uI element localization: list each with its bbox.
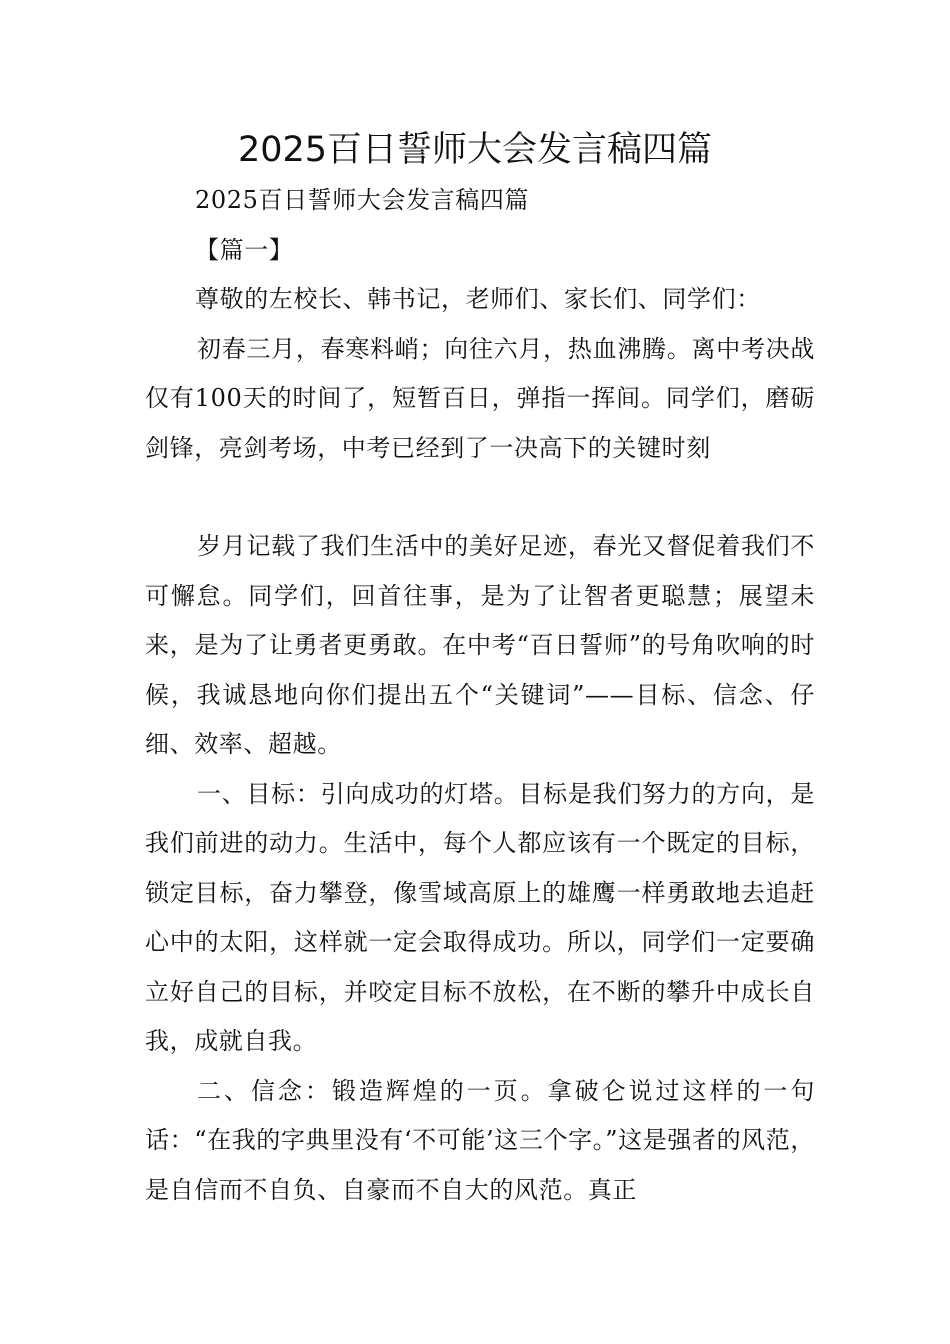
paragraph-2: 岁月记载了我们生活中的美好足迹，春光又督促着我们不可懈怠。同学们，回首往事，是为了让智者更聪慧；展望未来，是为了让勇者更勇敢。在中考“百日誓师”的号角吹响的时候，我诚恳地向你们提出五个“关键词”——目标、信念、仔细、效率、超越。 [145, 532, 815, 758]
paragraph-1: 初春三月，春寒料峭；向往六月，热血沸腾。离中考决战仅有100天的时间了，短暂百日，弹指一挥间。同学们，磨砺剑锋，亮剑考场，中考已经到了一决高下的关键时刻 [145, 334, 815, 462]
paragraph-3: 一、目标：引向成功的灯塔。目标是我们努力的方向，是我们前进的动力。生活中，每个人都应该有一个既定的目标，锁定目标，奋力攀登，像雪域高原上的雄鹰一样勇敢地去追赶心中的太阳，这样就一定会取得成功。所以，同学们一定要确立好自己的目标，并咬定目标不放松，在不断的攀升中成长自我，成就自我。 [145, 779, 815, 1055]
intro-block [145, 176, 815, 473]
document-title: 2025百日誓师大会发言稿四篇 [237, 130, 713, 170]
body-block [145, 522, 815, 1215]
salutation: 尊敬的左校长、韩书记，老师们、家长们、同学们： [195, 285, 761, 313]
document-subtitle: 2025百日誓师大会发言稿四篇 [195, 186, 530, 214]
section-label: 【篇一】 [195, 235, 294, 264]
paragraph-4: 二、信念：锻造辉煌的一页。拿破仑说过这样的一句话：“在我的字典里没有‘不可能’这三个字。”这是强者的风范，是自信而不自负、自豪而不自大的风范。真正 [145, 1076, 815, 1204]
